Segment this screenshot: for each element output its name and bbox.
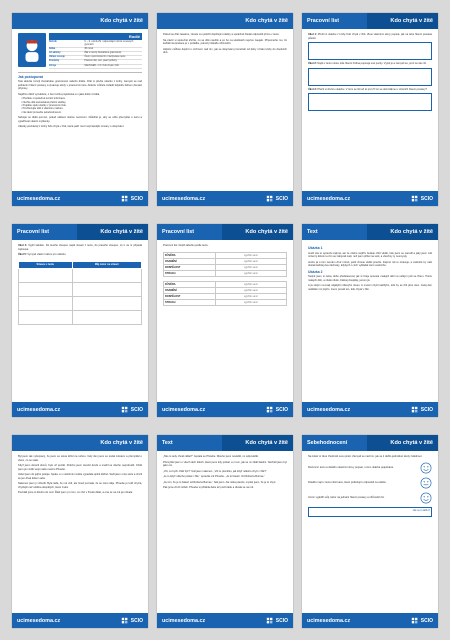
list-item: • Přečtěte si společně úvodní informace. (21, 97, 142, 100)
concept-value[interactable]: vyplňte sami (215, 299, 286, 305)
page-footer (302, 191, 438, 206)
task-text: Přečti si ukázku z knihy Kdo chytá v žitě. Zkus vlastními slovy popsat, jak na tebe hlavní postava působí. (308, 33, 432, 40)
table-row (19, 296, 142, 310)
scio-logo-icon (266, 617, 274, 625)
page-body (308, 33, 432, 188)
paragraph: Tato aktivita rozvíjí čtenářskou gramotnost vašeho dítěte. Dítě si přečte ukázku z knihy, zamyslí se nad jednáním hlavní postavy a zpracuje úkoly v pracovním listu. Aktivitu můžete zařadit kdykoliv během domácí přípravy. (18, 80, 142, 91)
header-title: Kdo chytá v žitě (222, 224, 293, 240)
excerpt-heading: Ukázka 2 (308, 269, 323, 274)
header-title: Kdo chytá v žitě (12, 13, 148, 29)
page-7 (12, 435, 148, 628)
concept-key: OSAMĚNÍ (164, 287, 216, 293)
role-label: Rodič (49, 33, 142, 40)
concept-table-2 (163, 281, 287, 306)
profile-key: Oblast rozvoje (49, 56, 65, 59)
page-3 (302, 13, 438, 206)
paragraph: Ukázky pocházejí z knihy Kdo chytá v žitě, která patří mezi nejznámější romány o dospívání. (18, 125, 125, 129)
profile-card (18, 33, 142, 73)
concept-key: DOSPĚLOST (164, 264, 216, 270)
assessment-text: Umím vyjádřit svůj názor na jednání hlavní postavy a zdůvodnit ho. (308, 495, 385, 499)
footer-site[interactable]: ucimesedoma.cz (17, 617, 61, 624)
profile-value: SALINGER, J. D. Kdo chytá v žitě (84, 64, 119, 67)
paragraph: Jenže já o tom nemám chuť mluvit, jestli chcete vědět pravdu. Zaprvé mě to otravuje, a zadruhé by naši dostali každej dva záchvaty, kdybych o nich vykládal něco osobního. (308, 260, 432, 267)
profile-value: 45 minut (84, 48, 94, 51)
page-body (163, 33, 287, 188)
scio-logo: SCIO (411, 406, 433, 414)
page-footer (302, 402, 438, 417)
page-5 (157, 224, 293, 417)
task-item (308, 62, 432, 66)
worksheet-label: Pracovní list (302, 13, 367, 29)
page-header (157, 13, 293, 29)
scio-logo: SCIO (121, 406, 143, 414)
answer-field[interactable] (308, 42, 432, 60)
page-9 (302, 435, 438, 628)
assessment-text: Rozumím textu a dokážu vlastními slovy popsat, o čem ukázka pojednává. (308, 465, 394, 469)
table-row (19, 282, 142, 296)
assessment-text: Dokážu najít v textu informace, které potřebuji k odpovědi na otázku. (308, 480, 387, 484)
page-header (302, 435, 438, 451)
scio-logo: SCIO (266, 406, 288, 414)
table-header: Můj názor na situaci (72, 261, 141, 268)
paragraph: Když jsem dorazil domů, bylo už pozdě. Potichu jsem otevřel dveře a snažil se nikoho neprobudit. Chtěl jsem jen vidět svoji malou sestru Phoebe. (18, 464, 142, 471)
concept-key: STRACH (164, 299, 216, 305)
activity-image (18, 33, 46, 67)
concept-value[interactable]: vyplňte sami (215, 287, 286, 293)
table-row (164, 270, 287, 276)
table-cell[interactable] (72, 268, 141, 282)
table-cell[interactable] (19, 268, 73, 282)
page-footer (12, 191, 148, 206)
paragraph: Povídali jsme si dlouho do noci. Řekl jsem jí o tom, co chci v životě dělat, a ona se na mě jen dívala. (18, 491, 133, 494)
list-item: • Povzbuzujte dítě k vlastnímu názoru. (21, 107, 142, 110)
paragraph: „Já vím, že je to báseň od Roberta Burnse,“ řekl jsem. Ale měla pravdu, myslel jsem, že je to chytí. (163, 480, 277, 484)
task-label: Úkol 4: (18, 244, 28, 247)
situation-table (18, 261, 142, 325)
task-text: Najdi v textu místa, kde hlavní hrdina popisuje své pocity. Vypiš je a zamysli se, proč se tak cítí. (317, 62, 427, 65)
page-1 (12, 13, 148, 206)
list-item: • Na závěr proveďte sebehodnocení. (21, 111, 142, 114)
table-row (19, 310, 142, 324)
section-label: Sebehodnocení (302, 435, 367, 451)
worksheet-label: Pracovní list (12, 224, 77, 240)
profile-key: Pomůcky (49, 60, 60, 63)
page-header (12, 224, 148, 240)
page-2 (157, 13, 293, 206)
scio-logo-icon (266, 406, 274, 414)
footer-site[interactable]: ucimesedoma.cz (162, 195, 206, 202)
task-text: Vymysli vlastní název pro ukázku. (27, 253, 67, 256)
instruction-list (18, 97, 142, 114)
table-row (164, 299, 287, 305)
scio-logo-icon (121, 406, 129, 414)
table-cell[interactable] (72, 296, 141, 310)
page-body (163, 244, 287, 399)
concept-key: DŮVĚRA (164, 281, 216, 287)
excerpt-heading: Ukázka 1 (308, 246, 323, 250)
task-label: Úkol 3: (308, 87, 317, 91)
profile-row (49, 65, 142, 69)
footer-site[interactable]: ucimesedoma.cz (307, 617, 351, 624)
table-cell[interactable] (19, 282, 73, 296)
page-6 (302, 224, 438, 417)
footer-site[interactable]: ucimesedoma.cz (307, 406, 351, 413)
page-header (302, 13, 438, 29)
answer-field[interactable] (308, 93, 432, 111)
worksheet-label: Pracovní list (157, 224, 222, 240)
scio-logo: SCIO (411, 195, 433, 203)
assessment-item (308, 462, 432, 474)
scio-logo-icon (411, 617, 419, 625)
smile-icon[interactable] (420, 462, 432, 474)
scio-logo-icon (411, 195, 419, 203)
concept-value[interactable]: vyplňte sami (215, 258, 286, 264)
concept-value[interactable]: vyplňte sami (215, 270, 286, 276)
page-body (308, 455, 432, 610)
concept-key: DOSPĚLOST (164, 293, 216, 299)
page-8 (157, 435, 293, 628)
profile-key: Cíl aktivity (49, 52, 61, 55)
task-label: Úkol 5: (18, 253, 27, 256)
paragraph: Vešel jsem do jejího pokoje. Spala, a v měsíčním světle vypadala úplně klidně. Sedl jsem si ke stolu a chvíli se jen díval kolem sebe. (18, 473, 142, 480)
paragraph: Nejdříve dítěti vysvětlete, o čem kniha pojednává a v jaké době vznikla. (18, 92, 100, 96)
smile-icon[interactable] (420, 492, 432, 504)
section-label: Text (157, 435, 222, 451)
header-title: Kdo chytá v žitě (12, 435, 148, 451)
task-item (308, 33, 432, 40)
task-label: Úkol 1: (308, 33, 317, 36)
paragraph: Pokud se dítě zasekne, zkuste mu položit doplňující otázky a společně hledat odpovědi přímo v textu. (163, 33, 280, 36)
scio-logo: SCIO (266, 195, 288, 203)
scio-logo: SCIO (121, 617, 143, 625)
scio-logo: SCIO (121, 195, 143, 203)
neutral-icon[interactable] (420, 477, 432, 489)
profile-value: Čtení s porozuměním, interpretace textu (84, 56, 126, 59)
footer-site[interactable]: ucimesedoma.cz (162, 617, 206, 624)
table-row (19, 268, 142, 282)
header-title: Kdo chytá v žitě (367, 13, 438, 29)
section-label: Text (302, 224, 367, 240)
intro-text: Pracovní list: Doplň tabulku podle textu. (163, 244, 209, 247)
list-item: • Projděte spolu otázky v pracovním listu. (21, 104, 142, 107)
page-header (12, 435, 148, 451)
page-footer (12, 613, 148, 628)
assessment-item (308, 492, 432, 504)
paragraph: „Je to když někoho potká v žitě,“ opravila mě Phoebe. „Je to báseň. Od Roberta Burnse.“ (163, 475, 266, 478)
table-cell[interactable] (72, 310, 141, 324)
table-header: Situace z textu (19, 261, 73, 268)
page-footer (302, 613, 438, 628)
section-heading: Jak postupovat (18, 74, 43, 79)
self-assessment-box[interactable] (308, 507, 432, 517)
page-body (18, 33, 142, 188)
page-header (157, 435, 293, 451)
page-footer (157, 402, 293, 417)
header-title: Kdo chytá v žitě (367, 224, 438, 240)
task-item (308, 88, 432, 92)
profile-key: Ročník (49, 41, 57, 43)
page-4 (12, 224, 148, 417)
header-title: Kdo chytá v žitě (222, 435, 293, 451)
scio-logo-icon (411, 406, 419, 414)
scio-logo-icon (266, 195, 274, 203)
intro-text: Na závěr si zkus zhodnotit svou práci. Zamysli se nad tím, jak se ti dařilo jednotlivé úkoly zvládnout. (308, 455, 423, 458)
profile-key: Zdroje (49, 64, 57, 67)
answer-field[interactable] (308, 68, 432, 86)
concept-value[interactable]: vyplňte sami (215, 281, 286, 287)
profile-info (49, 33, 142, 69)
concept-value[interactable]: vyplňte sami (215, 264, 286, 270)
paragraph: Nebojte se dítěti pomoci, pokud některé otázce nerozumí. Důležité je, aby se učilo přemýšlet o textu a vyjadřovat vlastní myšlenky. (18, 116, 142, 123)
paragraph: Aktivitu můžete doplnit o rozhovor nad tím, jak se dospívání proměnilo od doby vzniku knihy do dnešních dnů. (163, 47, 287, 54)
page-body (18, 455, 142, 610)
page-body (308, 244, 432, 399)
concept-table-1 (163, 252, 287, 277)
table-cell[interactable] (72, 282, 141, 296)
concept-key: STRACH (164, 270, 216, 276)
assessment-item (308, 477, 432, 489)
page-footer (157, 191, 293, 206)
book-character-icon (21, 37, 43, 63)
paragraph: Stejně jsem si celou dobu představoval, jak si hraje spousta malejch dětí na velkým poli se žitem. Tisíce malejch dětí, a nikde nikdo, žádnej dospělej, jenom já. (308, 275, 432, 282)
paragraph: Nakonec jsem ji vzbudil. Byla ráda, že mě vidí, ale hned poznala, že se něco děje. Phoebe je totiž chytrá, chytřejší než většina dospělých, které znám. (18, 482, 142, 489)
paragraph: „Víš, co bych chtěl být?“ řekl jsem nakonec. „Víš tu písničku, jak když někoho chytí v žitě?“ (163, 469, 267, 473)
paragraph: Byl jsem tak vyčerpaný, že jsem se sotva držel na nohou. Celý den jsem se toulal městem a přemýšlel o všem, co se stalo. (18, 455, 142, 462)
list-item: • Nechte dítě samostatně přečíst ukázky. (21, 101, 142, 104)
paragraph: Pak jsme chvíli mlčeli. Phoebe si přitáhla deku až pod bradu a dívala se na mě. (163, 486, 254, 489)
profile-value: 6. – 9. ročník ZŠ / odpovídající ročník víceletých gymnázií (84, 41, 134, 47)
page-footer (12, 402, 148, 417)
paragraph: Jestli vás to opravdu zajímá, asi ze všeho nejdřív budete chtít vědět, kde jsem se narodil a jaký jsem měl mizerný dětství a čím se zabývali naši, než jsem přišel na svět, a všechny ty nesmysly. (308, 251, 432, 258)
scio-logo-icon (121, 195, 129, 203)
footer-site[interactable]: ucimesedoma.cz (17, 406, 61, 413)
page-header (302, 224, 438, 240)
concept-value[interactable]: vyplňte sami (215, 252, 286, 258)
box-label: Jak se ti dařilo? (412, 508, 430, 512)
page-header (157, 224, 293, 240)
profile-value: Žák si rozvíjí čtenářskou gramotnost (84, 52, 122, 55)
page-footer (157, 613, 293, 628)
concept-value[interactable]: vyplňte sami (215, 293, 286, 299)
concept-key: OSAMĚNÍ (164, 258, 216, 264)
footer-site[interactable]: ucimesedoma.cz (17, 195, 61, 202)
task-text: Přečti si druhou ukázku. V čem se liší od té první? Co se dozvídáme o vztazích hlavní postavy? (317, 87, 427, 91)
concept-key: DŮVĚRA (164, 252, 216, 258)
scio-logo-icon (121, 617, 129, 625)
page-body (18, 244, 142, 399)
header-title: Kdo chytá v žitě (367, 435, 438, 451)
header-title: Kdo chytá v žitě (77, 224, 148, 240)
paragraph: „Tak co tedy chceš dělat?“ zeptala se Phoebe. Dlouho jsem nevěděl, co odpovědět. (163, 455, 259, 458)
page-body (163, 455, 287, 610)
paragraph: A já stojím na kraji nějakýho šílenýho útesu. A musím chytit každýho, kdo by se řítil přes útes. Celej den nedělám nic jinýho. Jsem prostě ten, kdo chytá v žitě. (308, 284, 432, 291)
profile-value: Pracovní list, text, psací potřeby (84, 60, 117, 63)
paragraph: Na závěr si společně shrňte, co se dítě naučilo a co ho na ukázkách nejvíce zaujalo. Připomeňte mu, že každá interpretace je v pořádku, pokud ji dokáže zdůvodnit. (163, 38, 287, 45)
paragraph: Přemýšlel jsem o všech těch lidech, které jsem kdy potkal, a o tom, jak se mi zdáli falešní. Nechtěl jsem být jako oni. (163, 460, 287, 467)
footer-site[interactable]: ucimesedoma.cz (307, 195, 351, 202)
page-header (12, 13, 148, 29)
scio-logo: SCIO (411, 617, 433, 625)
footer-site[interactable]: ucimesedoma.cz (162, 406, 206, 413)
scio-logo: SCIO (266, 617, 288, 625)
profile-key: Délka (49, 48, 56, 51)
table-cell[interactable] (19, 296, 73, 310)
table-cell[interactable] (19, 310, 73, 324)
task-text: Vyplň tabulku. Do levého sloupce napiš situaci z textu, do pravého sloupce, co ti na ní připadá zajímavé. (18, 244, 142, 251)
task-label: Úkol 2: (308, 62, 317, 65)
profile-row (49, 41, 142, 48)
header-title: Kdo chytá v žitě (157, 13, 293, 29)
